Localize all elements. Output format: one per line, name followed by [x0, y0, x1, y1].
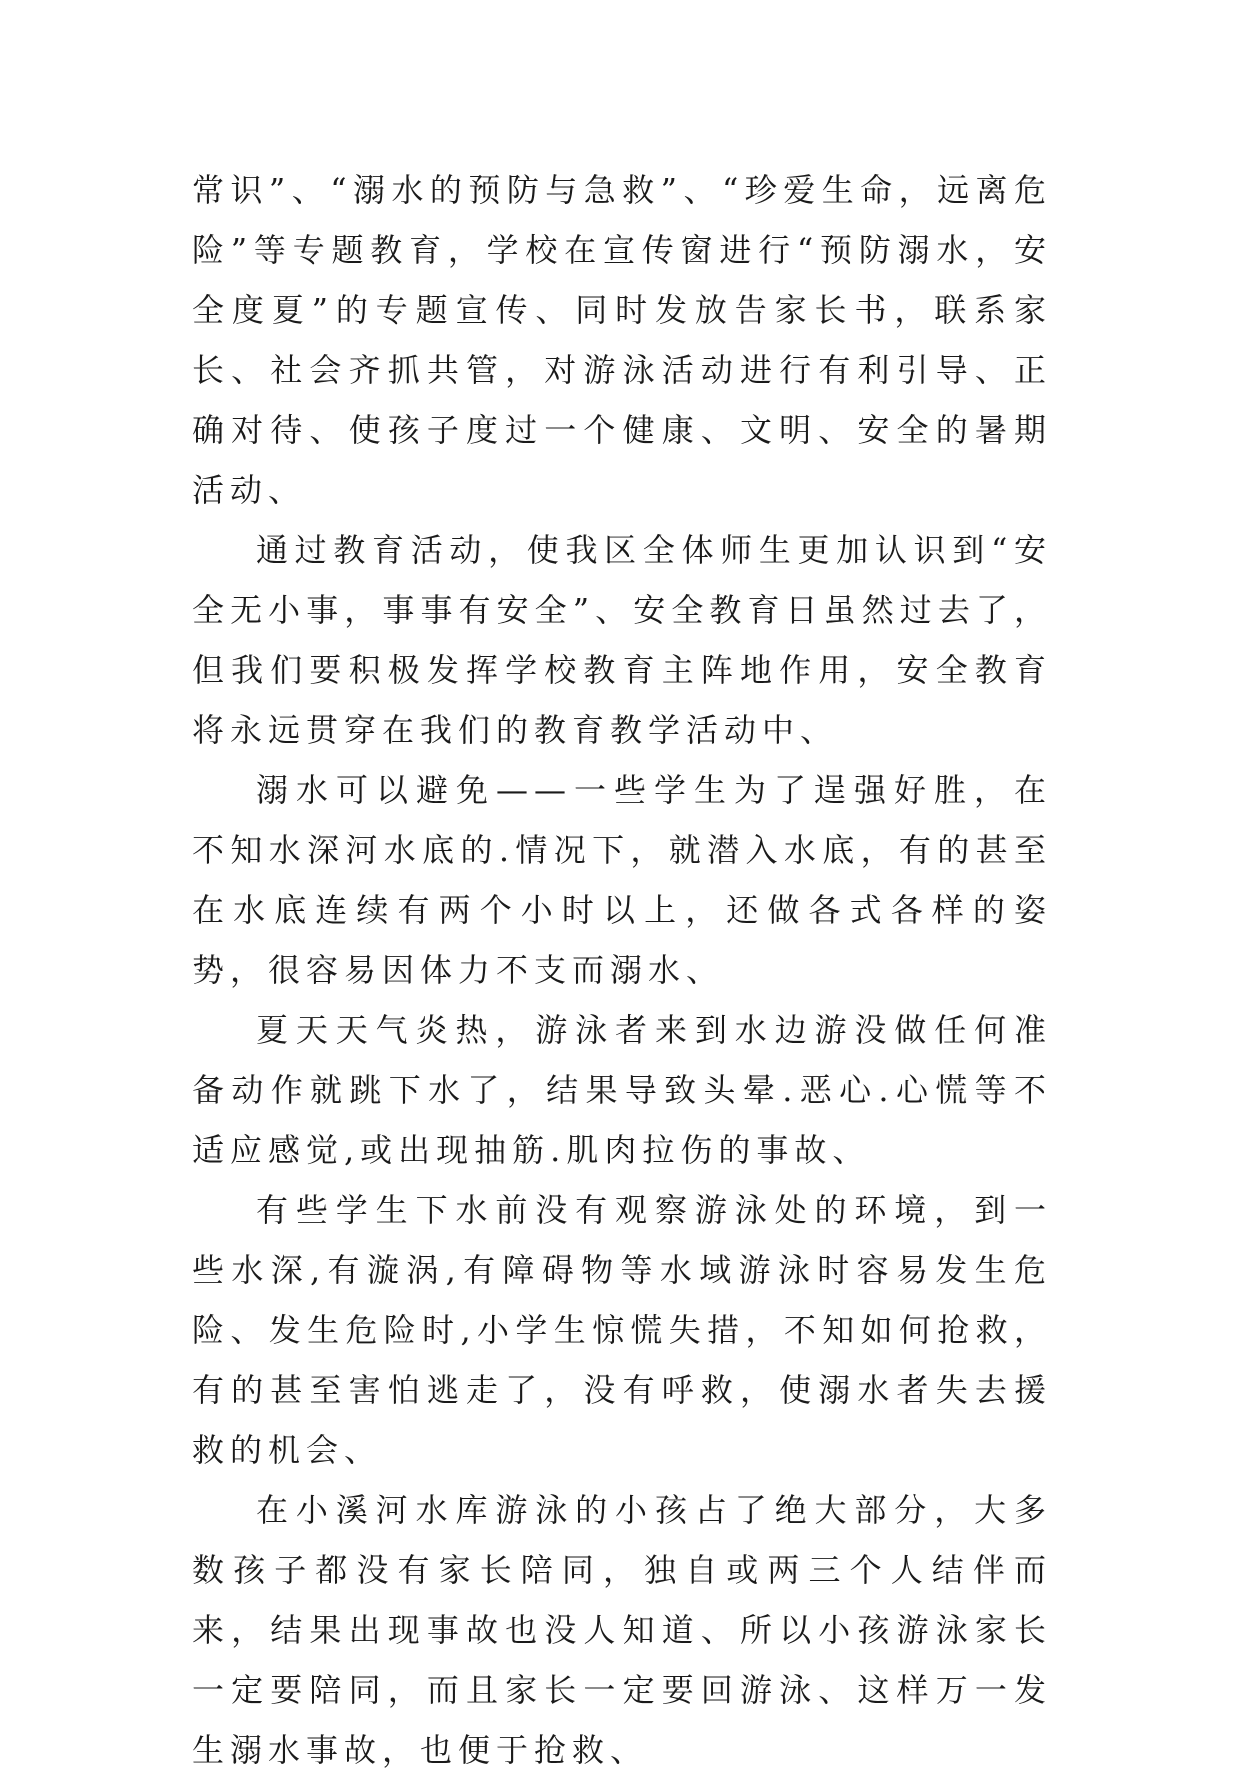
document-body: [192, 160, 1052, 1780]
paragraph-continuation: 常识”、“溺水的预防与急救”、“珍爱生命，远离危险”等专题教育，学校在宣传窗进行“预防溺水，安全度夏”的专题宣传、同时发放告家长书，联系家长、社会齐抓共管，对游泳活动进行有利引导、正确对待、使孩子度过一个健康、文明、安全的暑期活动、: [192, 171, 1052, 509]
paragraph: 夏天天气炎热，游泳者来到水边游没做任何准备动作就跳下水了，结果导致头晕.恶心.心慌等不适应感觉,或出现抽筋.肌肉拉伤的事故、: [192, 1011, 1052, 1169]
paragraph: 在小溪河水库游泳的小孩占了绝大部分，大多数孩子都没有家长陪同，独自或两三个人结伴而来，结果出现事故也没人知道、所以小孩游泳家长一定要陪同，而且家长一定要回游泳、这样万一发生溺水事故，也便于抢救、: [192, 1491, 1052, 1769]
paragraph: 通过教育活动，使我区全体师生更加认识到“安全无小事，事事有安全”、安全教育日虽然过去了，但我们要积极发挥学校教育主阵地作用，安全教育将永远贯穿在我们的教育教学活动中、: [192, 531, 1052, 749]
paragraph: 溺水可以避免——一些学生为了逞强好胜，在不知水深河水底的.情况下，就潜入水底，有的甚至在水底连续有两个小时以上，还做各式各样的姿势，很容易因体力不支而溺水、: [192, 771, 1052, 989]
paragraph: 有些学生下水前没有观察游泳处的环境，到一些水深,有漩涡,有障碍物等水域游泳时容易发生危险、发生危险时,小学生惊慌失措，不知如何抢救，有的甚至害怕逃走了，没有呼救，使溺水者失去援救的机会、: [192, 1191, 1052, 1469]
